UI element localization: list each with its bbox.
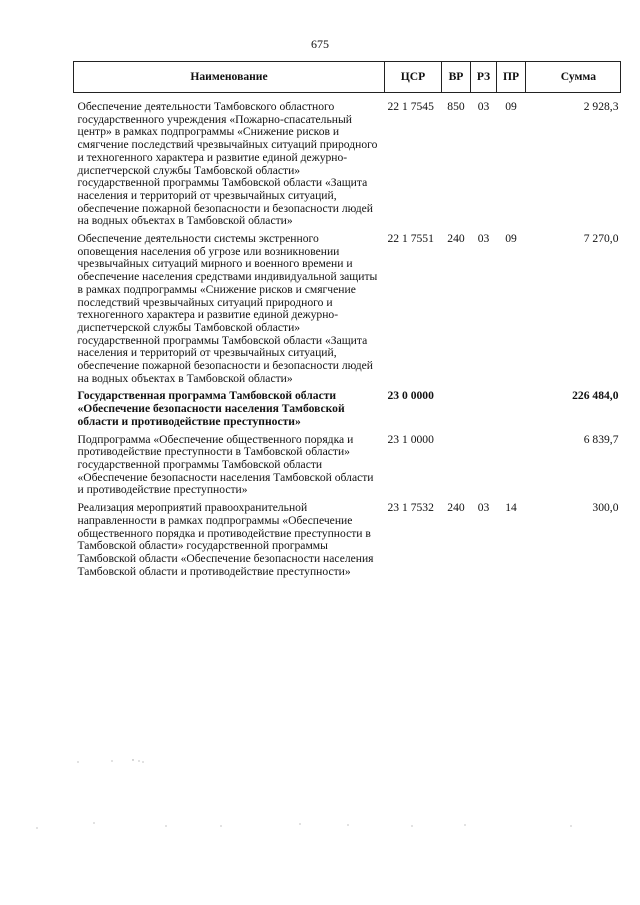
row-pr — [497, 434, 526, 503]
table-row — [74, 434, 621, 503]
header-csr: ЦСР — [385, 62, 442, 93]
row-pr: 09 — [505, 232, 517, 246]
row-rz: 03 — [477, 100, 490, 113]
table-row — [74, 502, 621, 583]
row-pr: 09 — [505, 100, 517, 113]
table-row — [74, 93, 621, 234]
header-pr: ПР — [497, 62, 526, 93]
row-vr: 240 — [447, 501, 465, 515]
row-sum: 300,0 — [592, 501, 619, 515]
row-csr: 23 1 7532 — [387, 501, 434, 515]
row-vr: 240 — [447, 232, 465, 246]
row-csr: 22 1 7551 — [387, 232, 434, 246]
row-vr — [442, 390, 471, 433]
header-sum: Сумма — [526, 62, 621, 93]
row-sum: 7 270,0 — [583, 232, 619, 246]
row-sum: 6 839,7 — [583, 432, 619, 446]
row-csr: 23 1 0000 — [387, 432, 434, 446]
header-vr: ВР — [442, 62, 471, 93]
row-pr: 14 — [505, 501, 517, 515]
row-csr: 23 0 0000 — [387, 389, 434, 403]
row-vr — [442, 434, 471, 503]
header-name: Наименование — [74, 62, 385, 93]
row-name: Обеспечение деятельности системы экстренного оповещения населения об угрозе или возникновении чрезвычайных ситуаций мирного и военного времени и обеспечение населения средствами индивидуальной защиты в рамках подпрограммы «Снижение рисков и смягчение последствий чрезвычайных ситуаций природного и техногенного характера и развитие единой дежурно-диспетчерской службы Тамбовской области» государственной программы Тамбовской области «Защита населения и территорий от чрезвычайных ситуаций, обеспечение пожарной безопасности и безопасности людей на водных объектах в Тамбовской области» — [77, 232, 378, 385]
row-rz — [471, 434, 497, 503]
header-row — [74, 62, 621, 93]
row-rz — [471, 390, 497, 433]
row-rz: 03 — [477, 232, 490, 246]
page-number: 675 — [311, 37, 329, 51]
table-row — [74, 233, 621, 390]
table-header — [74, 62, 621, 93]
row-pr — [497, 390, 526, 433]
table-body — [74, 93, 621, 584]
row-vr: 850 — [447, 100, 465, 113]
row-rz: 03 — [477, 501, 490, 515]
header-rz: РЗ — [471, 62, 497, 93]
table-row-program — [74, 390, 621, 433]
budget-table — [73, 61, 621, 583]
row-name: Обеспечение деятельности Тамбовского областного государственного учреждения «Пожарно-спасательный центр» в рамках подпрограммы «Снижение рисков и смягчение последствий чрезвычайных ситуаций природного и техногенного характера и развитие единой дежурно-диспетчерской службы Тамбовской области» государственной программы Тамбовской области «Защита населения и территорий от чрезвычайных ситуаций, обеспечение пожарной безопасности и безопасности людей на водных объектах в Тамбовской области» — [77, 100, 378, 228]
row-name: Государственная программа Тамбовской области «Обеспечение безопасности населения Тамбовской области и противодействие преступности» — [77, 389, 345, 428]
row-sum: 226 484,0 — [572, 389, 619, 403]
row-name: Подпрограмма «Обеспечение общественного порядка и противодействие преступности в Тамбовской области» государственной программы Тамбовской области «Обеспечение безопасности населения Тамбовской области и противодействие преступности» — [77, 432, 374, 497]
row-csr: 22 1 7545 — [387, 100, 434, 113]
row-sum: 2 928,3 — [583, 100, 619, 113]
row-name: Реализация мероприятий правоохранительной направленности в рамках подпрограммы «Обеспечение общественного порядка и противодействие преступности в Тамбовской области» государственной программы Тамбовской области «Обеспечение безопасности населения Тамбовской области и противодействие преступности» — [77, 501, 374, 578]
